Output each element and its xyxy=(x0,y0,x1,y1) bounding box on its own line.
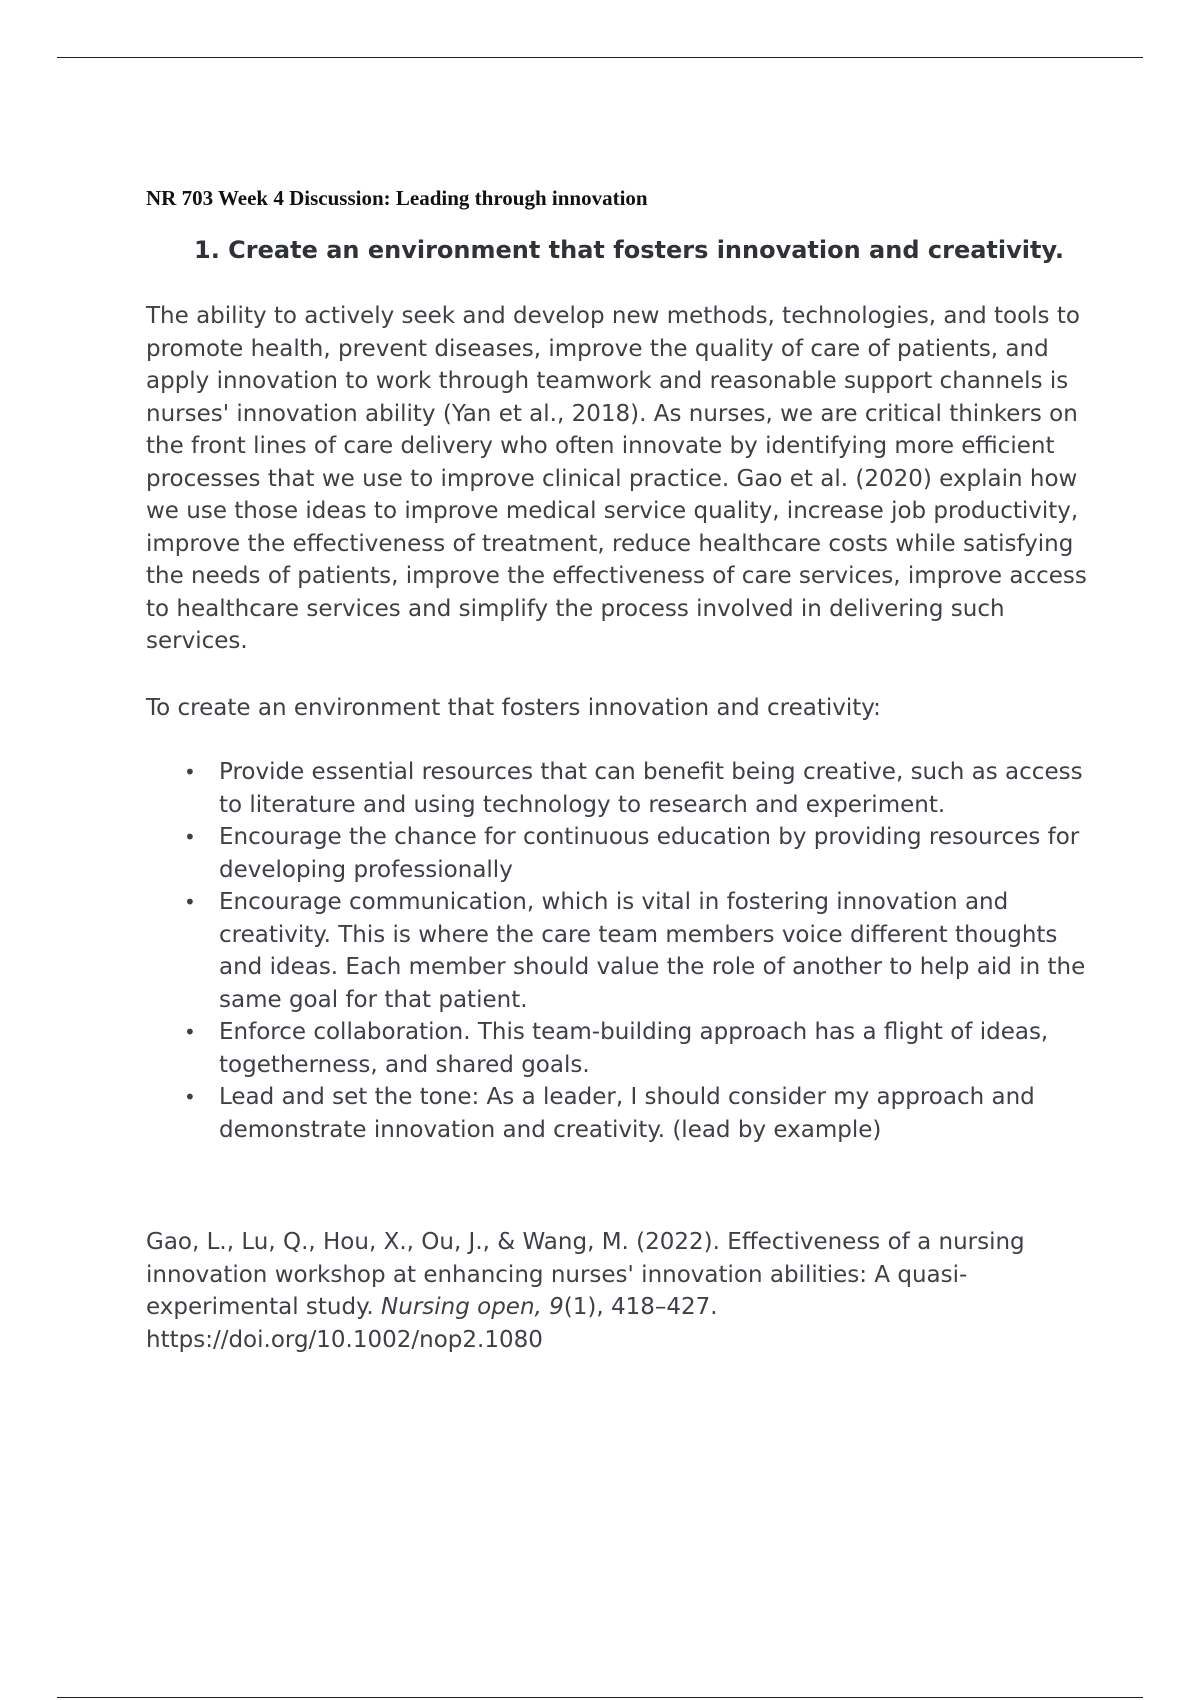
list-item-text: Enforce collaboration. This team-building approach has a flight of ideas, togetherness, and shared goals. xyxy=(219,1019,1049,1078)
bullet-icon: • xyxy=(184,760,196,785)
document-title: NR 703 Week 4 Discussion: Leading through innovation xyxy=(146,186,648,210)
list-item xyxy=(146,1016,1099,1081)
list-item xyxy=(146,756,1099,821)
list-item xyxy=(146,1081,1099,1146)
list-item-text: Encourage communication, which is vital in fostering innovation and creativity. This is where the care team members voice different thoughts and ideas. Each member should value the role of another to help aid in the same goal for that patient. xyxy=(219,889,1086,1013)
reference-journal: Nursing open, 9 xyxy=(381,1294,564,1321)
reference-citation xyxy=(146,1226,1096,1356)
bullet-list xyxy=(146,756,1096,1146)
reference-issue-pages: (1), 418–427. xyxy=(563,1294,718,1321)
list-item xyxy=(146,886,1099,1016)
list-item-text: Encourage the chance for continuous education by providing resources for developing professionally xyxy=(219,824,1080,883)
bullet-icon: • xyxy=(184,890,196,915)
bullet-icon: • xyxy=(184,1020,196,1045)
reference-doi-link[interactable]: https://doi.org/10.1002/nop2.1080 xyxy=(146,1326,543,1353)
list-item-text: Provide essential resources that can benefit being creative, such as access to literature and using technology to research and experiment. xyxy=(219,759,1083,818)
list-item-text: Lead and set the tone: As a leader, I should consider my approach and demonstrate innovation and creativity. (lead by example) xyxy=(219,1084,1035,1143)
reference-authors-title: Gao, L., Lu, Q., Hou, X., Ou, J., & Wang, M. (2022). Effectiveness of a nursing innovation workshop at enhancing nurses' innovation abilities: A quasi- experimental study. xyxy=(146,1229,1025,1321)
list-item xyxy=(146,821,1099,886)
section-heading: 1. Create an environment that fosters innovation and creativity. xyxy=(194,236,1065,265)
bottom-rule xyxy=(57,1697,1143,1698)
body-paragraph: The ability to actively seek and develop new methods, technologies, and tools to promote health, prevent diseases, improve the quality of care of patients, and apply innovation to work through teamwork and reasonable support channels is nurses' innovation ability (Yan et al., 2018). As nurses, we are critical thinkers on the front lines of care delivery who often innovate by identifying more efficient processes that we use to improve clinical practice. Gao et al. (2020) explain how we use those ideas to improve medical service quality, increase job productivity, improve the effectiveness of treatment, reduce healthcare costs while satisfying the needs of patients, improve the effectiveness of care services, improve access to healthcare services and simplify the process involved in delivering such services. xyxy=(146,303,1087,655)
bullet-icon: • xyxy=(184,1085,196,1110)
document-body xyxy=(146,180,1096,1356)
bullet-icon: • xyxy=(184,825,196,850)
intro-sentence: To create an environment that fosters innovation and creativity: xyxy=(146,694,881,721)
top-rule xyxy=(57,57,1143,58)
